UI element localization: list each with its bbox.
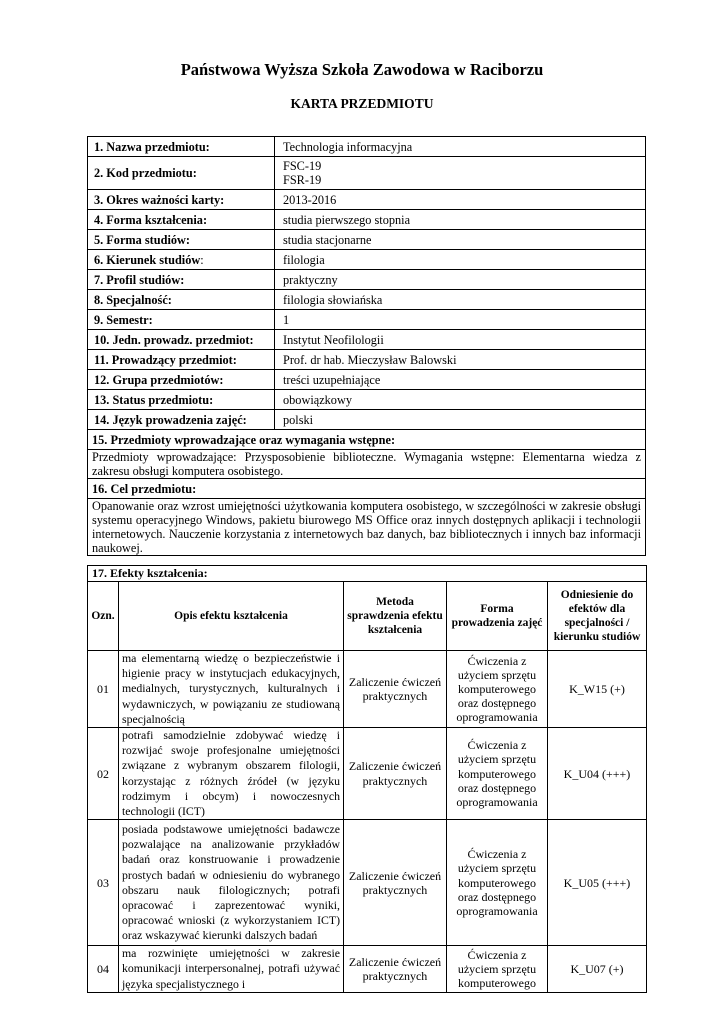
section15-heading: 15. Przedmioty wprowadzające oraz wymagania wstępne: xyxy=(88,430,646,450)
field-label: 13. Status przedmiotu: xyxy=(88,390,275,410)
field-label-tail: : xyxy=(200,252,204,267)
table-row xyxy=(88,820,647,946)
code-line: FSC-19 xyxy=(283,159,322,173)
learning-outcomes-table xyxy=(87,565,647,993)
column-header: Forma prowadzenia zajęć xyxy=(447,582,548,651)
field-label: 11. Prowadzący przedmiot: xyxy=(88,350,275,370)
outcome-id: 01 xyxy=(88,651,119,728)
field-value: Instytut Neofilologii xyxy=(275,330,646,350)
field-value xyxy=(275,157,646,190)
field-row xyxy=(88,370,646,390)
field-label: 12. Grupa przedmiotów: xyxy=(88,370,275,390)
field-label: 1. Nazwa przedmiotu: xyxy=(88,137,275,157)
field-value: studia stacjonarne xyxy=(275,230,646,250)
outcome-reference: K_W15 (+) xyxy=(548,651,647,728)
field-label: 2. Kod przedmiotu: xyxy=(88,157,275,190)
table-row xyxy=(88,728,647,820)
field-row xyxy=(88,350,646,370)
field-row xyxy=(88,137,646,157)
column-header: Opis efektu kształcenia xyxy=(119,582,344,651)
field-value: 1 xyxy=(275,310,646,330)
section-text-row xyxy=(88,450,646,479)
document-title: KARTA PRZEDMIOTU xyxy=(290,96,434,111)
outcome-form: Ćwiczenia z użyciem sprzętu komputerowego oraz dostępnego oprogramowania xyxy=(447,820,548,946)
outcome-description: potrafi samodzielnie zdobywać wiedzę i rozwijać swoje profesjonalne umiejętności związane z wybranym obszarem filologii, korzystając z różnych źródeł (w języku rodzimym i obcym) i nowoczesnych technologii (ICT) xyxy=(119,728,344,820)
section-heading-row xyxy=(88,566,647,582)
field-value: praktyczny xyxy=(275,270,646,290)
outcome-description: ma elementarną wiedzę o bezpieczeństwie i higienie pracy w instytucjach edukacyjnych, medialnych, turystycznych, kulturalnych i wydawniczych, w powiązaniu ze studiowaną specjalnością xyxy=(119,651,344,728)
outcome-reference: K_U05 (+++) xyxy=(548,820,647,946)
outcome-form: Ćwiczenia z użyciem sprzętu komputerowego oraz dostępnego oprogramowania xyxy=(447,728,548,820)
field-label: 3. Okres ważności karty: xyxy=(88,190,275,210)
field-value: obowiązkowy xyxy=(275,390,646,410)
field-label: 8. Specjalność: xyxy=(88,290,275,310)
field-row xyxy=(88,210,646,230)
column-header: Odniesienie do efektów dla specjalności / kierunku studiów xyxy=(548,582,647,651)
field-value: polski xyxy=(275,410,646,430)
section16-text: Opanowanie oraz wzrost umiejętności użytkowania komputera osobistego, w szczególności w zakresie obsługi systemu operacyjnego Windows, pakietu biurowego MS Office oraz innych dostępnych aplikacji i technologii internetowych. Nauczenie korzystania z internetowych baz danych, baz bibliotecznych i innych baz informacji naukowej. xyxy=(88,499,646,556)
field-row xyxy=(88,230,646,250)
field-value: studia pierwszego stopnia xyxy=(275,210,646,230)
field-row xyxy=(88,290,646,310)
field-label: 4. Forma kształcenia: xyxy=(88,210,275,230)
outcome-id: 04 xyxy=(88,946,119,993)
outcome-method: Zaliczenie ćwiczeń praktycznych xyxy=(344,946,447,993)
field-row xyxy=(88,270,646,290)
outcome-method: Zaliczenie ćwiczeń praktycznych xyxy=(344,820,447,946)
table-row xyxy=(88,946,647,993)
outcome-form: Ćwiczenia z użyciem sprzętu komputerowego xyxy=(447,946,548,993)
field-row xyxy=(88,310,646,330)
field-value: filologia xyxy=(275,250,646,270)
outcome-method: Zaliczenie ćwiczeń praktycznych xyxy=(344,651,447,728)
outcome-reference: K_U04 (+++) xyxy=(548,728,647,820)
field-value: Prof. dr hab. Mieczysław Balowski xyxy=(275,350,646,370)
field-row xyxy=(88,190,646,210)
field-value: filologia słowiańska xyxy=(275,290,646,310)
code-line: FSR-19 xyxy=(283,173,322,187)
field-row xyxy=(88,157,646,190)
field-label-bold: 6. Kierunek studiów xyxy=(94,252,201,267)
outcome-method: Zaliczenie ćwiczeń praktycznych xyxy=(344,728,447,820)
field-row xyxy=(88,330,646,350)
outcome-reference: K_U07 (+) xyxy=(548,946,647,993)
column-header: Ozn. xyxy=(88,582,119,651)
institution-title: Państwowa Wyższa Szkoła Zawodowa w Raciborzu xyxy=(180,60,544,79)
outcome-id: 02 xyxy=(88,728,119,820)
section15-text: Przedmioty wprowadzające: Przysposobienie biblioteczne. Wymagania wstępne: Elementarna wiedza z zakresu obsługi komputera osobistego. xyxy=(88,450,646,479)
field-value: Technologia informacyjna xyxy=(275,137,646,157)
outcome-description: ma rozwinięte umiejętności w zakresie komunikacji interpersonalnej, potrafi używać języka specjalistycznego i xyxy=(119,946,344,993)
section-heading-row xyxy=(88,430,646,450)
section-heading-row xyxy=(88,479,646,499)
field-label: 10. Jedn. prowadz. przedmiot: xyxy=(88,330,275,350)
field-row xyxy=(88,390,646,410)
column-header: Metoda sprawdzenia efektu kształcenia xyxy=(344,582,447,651)
field-value: 2013-2016 xyxy=(275,190,646,210)
outcome-id: 03 xyxy=(88,820,119,946)
field-label: 5. Forma studiów: xyxy=(88,230,275,250)
field-label: 9. Semestr: xyxy=(88,310,275,330)
table-header-row xyxy=(88,582,647,651)
field-row xyxy=(88,250,646,270)
outcome-description: posiada podstawowe umiejętności badawcze pozwalające na analizowanie przykładów badań oraz konstruowanie i prowadzenie prostych badań w odniesieniu do wybranego obszaru nauk filologicznych; potrafi opracować i zaprezentować wyniki, opracować wnioski (z wykorzystaniem ICT) oraz wskazywać kierunki dalszych badań xyxy=(119,820,344,946)
field-label: 14. Język prowadzenia zajęć: xyxy=(88,410,275,430)
field-label xyxy=(88,250,275,270)
section17-heading: 17. Efekty kształcenia: xyxy=(88,566,647,582)
table-row xyxy=(88,651,647,728)
field-row xyxy=(88,410,646,430)
section16-heading: 16. Cel przedmiotu: xyxy=(88,479,646,499)
outcome-form: Ćwiczenia z użyciem sprzętu komputerowego oraz dostępnego oprogramowania xyxy=(447,651,548,728)
section-text-row xyxy=(88,499,646,556)
field-label: 7. Profil studiów: xyxy=(88,270,275,290)
field-value: treści uzupełniające xyxy=(275,370,646,390)
course-info-table xyxy=(87,136,646,556)
